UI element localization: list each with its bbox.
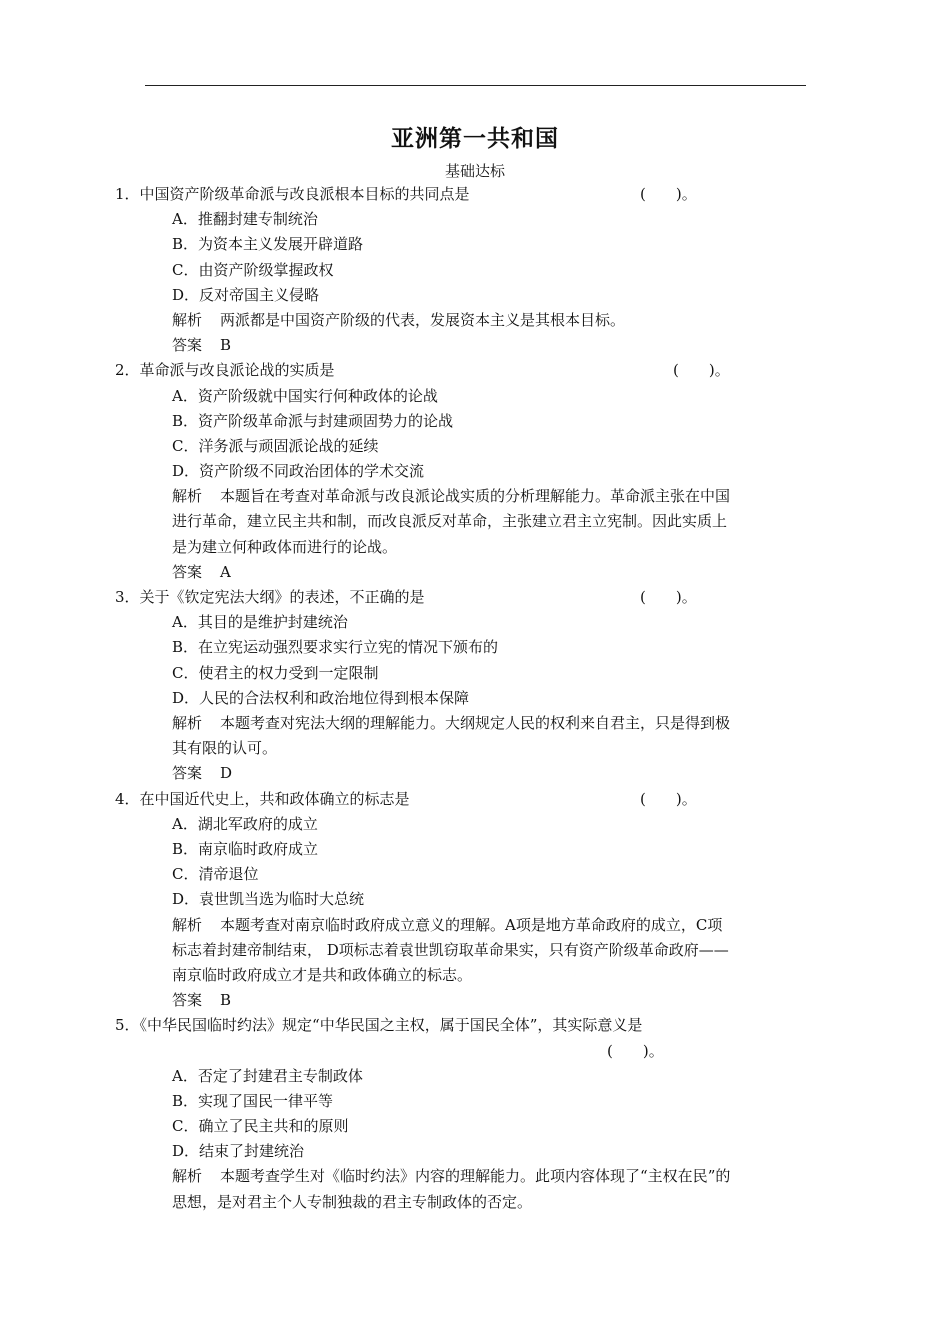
answer-value: A	[220, 562, 231, 581]
analysis-text: 本题考查学生对《临时约法》内容的理解能力。此项内容体现了“主权在民”的思想，是对君主个人专制独裁的君主专制政体的否定。	[172, 1167, 731, 1211]
option: C．确立了民主共和的原则	[172, 1117, 349, 1136]
answer-blank: ( )。	[673, 361, 730, 380]
option: C．清帝退位	[172, 865, 259, 884]
answer-label: 答案	[172, 764, 203, 783]
question-text: 2．革命派与改良派论战的实质是	[115, 361, 335, 380]
option: C．使君主的权力受到一定限制	[172, 663, 379, 682]
option: C．洋务派与顽固派论战的延续	[172, 436, 379, 455]
answer-value: B	[220, 991, 232, 1010]
answer-blank: ( )。	[607, 1041, 664, 1060]
option: D．结束了封建统治	[172, 1142, 305, 1161]
question-stem	[115, 1013, 745, 1038]
answer-label: 答案	[172, 562, 203, 581]
answer-blank: ( )。	[640, 588, 697, 607]
option: A．否定了封建君主专制政体	[172, 1066, 363, 1085]
option: B．资产阶级革命派与封建顽固势力的论战	[172, 411, 454, 430]
answer	[115, 761, 745, 786]
question-text: 1．中国资产阶级革命派与改良派根本目标的共同点是	[115, 185, 470, 203]
analysis	[115, 1164, 732, 1214]
analysis-text: 两派都是中国资产阶级的代表，发展资本主义是其根本目标。	[220, 310, 626, 329]
question-text: 5．《中华民国临时约法》规定“中华民国之主权，属于国民全体”，其实际意义是	[115, 1016, 643, 1035]
option: B．为资本主义发展开辟道路	[172, 235, 364, 254]
answer-blank: ( )。	[640, 185, 697, 203]
answer	[115, 988, 745, 1013]
analysis-text: 本题考查对南京临时政府成立意义的理解。A项是地方革命政府的成立，C项标志着封建帝制结束， D项标志着袁世凯窃取革命果实，只有资产阶级革命政府——南京临时政府成立才是共和政体确立的标志。	[172, 915, 729, 984]
option: D．反对帝国主义侵略	[172, 285, 320, 304]
option: B．南京临时政府成立	[172, 839, 319, 858]
analysis-text: 本题考查对宪法大纲的理解能力。大纲规定人民的权利来自君主，只是得到极其有限的认可。	[172, 714, 731, 758]
option: B．在立宪运动强烈要求实行立宪的情况下颁布的	[172, 638, 499, 657]
answer	[115, 560, 745, 585]
answer-value: D	[220, 764, 233, 783]
option: A．湖北军政府的成立	[172, 814, 318, 833]
question-blank-row	[115, 1039, 745, 1064]
answer	[115, 333, 745, 358]
answer-label: 答案	[172, 991, 203, 1010]
question-stem	[115, 182, 745, 207]
analysis-label: 解析	[172, 1167, 203, 1186]
analysis	[115, 913, 732, 989]
option: A．推翻封建专制统治	[172, 210, 318, 229]
answer-label: 答案	[172, 336, 203, 355]
question-stem	[115, 358, 745, 383]
header-rule	[145, 85, 806, 86]
option: D．资产阶级不同政治团体的学术交流	[172, 462, 425, 481]
question-text: 4．在中国近代史上，共和政体确立的标志是	[115, 789, 410, 808]
page-title: 亚洲第一共和国	[391, 125, 559, 152]
analysis	[115, 484, 732, 560]
question-stem	[115, 787, 745, 812]
option: D．人民的合法权利和政治地位得到根本保障	[172, 688, 470, 707]
option: D．袁世凯当选为临时大总统	[172, 890, 365, 909]
answer-blank: ( )。	[640, 789, 697, 808]
question-stem	[115, 585, 745, 610]
analysis	[115, 308, 732, 333]
option: C．由资产阶级掌握政权	[172, 260, 334, 279]
question-list	[115, 182, 745, 1215]
analysis-label: 解析	[172, 915, 203, 934]
analysis-label: 解析	[172, 714, 203, 732]
option: A．其目的是维护封建统治	[172, 613, 348, 632]
question-text: 3．关于《钦定宪法大纲》的表述，不正确的是	[115, 588, 425, 607]
option: A．资产阶级就中国实行何种政体的论战	[172, 386, 438, 405]
analysis-label: 解析	[172, 310, 203, 329]
section-subtitle: 基础达标	[444, 162, 505, 180]
analysis	[115, 711, 732, 761]
option: B．实现了国民一律平等	[172, 1091, 334, 1110]
analysis-text: 本题旨在考查对革命派与改良派论战实质的分析理解能力。革命派主张在中国进行革命，建立民主共和制，而改良派反对革命，主张建立君主立宪制。因此实质上是为建立何种政体而进行的论战。	[172, 487, 731, 556]
analysis-label: 解析	[172, 487, 203, 506]
answer-value: B	[220, 336, 232, 355]
